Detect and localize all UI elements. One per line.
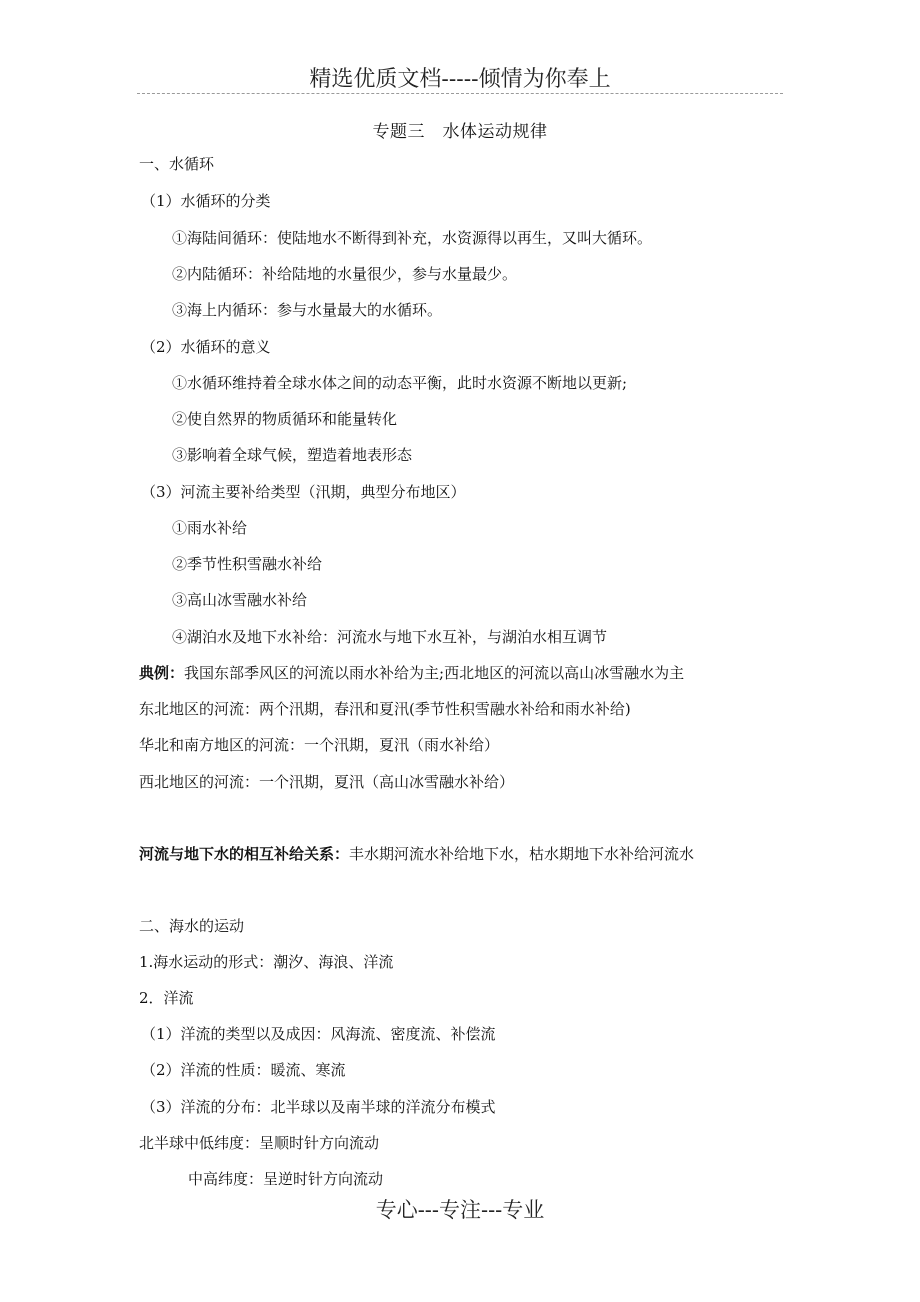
list-item: ①海陆间循环：使陆地水不断得到补充，水资源得以再生，又叫大循环。	[172, 229, 653, 247]
list-item: ②季节性积雪融水补给	[172, 555, 323, 573]
list-item: ③高山冰雪融水补给	[172, 591, 308, 609]
example-text: 我国东部季风区的河流以雨水补给为主;西北地区的河流以高山冰雪融水为主	[184, 664, 685, 682]
page-footer: 专心---专注---专业	[375, 1198, 545, 1222]
page-header: 精选优质文档-----倾情为你奉上	[309, 67, 611, 92]
list-item: ②内陆循环：补给陆地的水量很少，参与水量最少。	[172, 265, 518, 283]
list-item: ①水循环维持着全球水体之间的动态平衡，此时水资源不断地以更新;	[172, 374, 628, 392]
subsection-heading: 2．洋流	[139, 989, 194, 1007]
key-point-paragraph	[139, 843, 694, 865]
subsection-heading: （1）水循环的分类	[141, 192, 271, 210]
list-item: ③影响着全球气候，塑造着地表形态	[172, 446, 413, 464]
key-point-text: 丰水期河流水补给地下水，枯水期地下水补给河流水	[349, 845, 695, 863]
paragraph: 1.海水运动的形式：潮汐、海浪、洋流	[139, 953, 394, 971]
list-item: ④湖泊水及地下水补给：河流水与地下水互补，与湖泊水相互调节	[172, 628, 608, 646]
paragraph: 北半球中低纬度：呈顺时针方向流动	[139, 1134, 380, 1152]
section-heading: 一、水循环	[139, 155, 215, 173]
paragraph: 西北地区的河流：一个汛期，夏汛（高山冰雪融水补给）	[139, 773, 515, 791]
section-heading: 二、海水的运动	[139, 917, 245, 935]
subsection-heading: （3）河流主要补给类型（汛期，典型分布地区）	[141, 483, 466, 501]
list-item: ①雨水补给	[172, 519, 248, 537]
paragraph: 中高纬度：呈逆时针方向流动	[188, 1170, 384, 1188]
example-paragraph	[139, 662, 684, 684]
header-divider	[137, 93, 783, 94]
list-item: ②使自然界的物质循环和能量转化	[172, 410, 398, 428]
subsection-heading: （2）水循环的意义	[141, 338, 271, 356]
list-item: ③海上内循环：参与水量最大的水循环。	[172, 301, 443, 319]
list-item: （2）洋流的性质：暖流、寒流	[141, 1061, 346, 1079]
example-label: 典例：	[139, 664, 185, 682]
paragraph: 东北地区的河流：两个汛期，春汛和夏汛(季节性积雪融水补给和雨水补给)	[139, 700, 631, 718]
paragraph: 华北和南方地区的河流：一个汛期，夏汛（雨水补给）	[139, 736, 500, 754]
list-item: （1）洋流的类型以及成因：风海流、密度流、补偿流	[141, 1025, 496, 1043]
document-title: 专题三 水体运动规律	[372, 122, 548, 142]
key-point-label: 河流与地下水的相互补给关系：	[139, 845, 350, 863]
list-item: （3）洋流的分布：北半球以及南半球的洋流分布模式	[141, 1098, 496, 1116]
